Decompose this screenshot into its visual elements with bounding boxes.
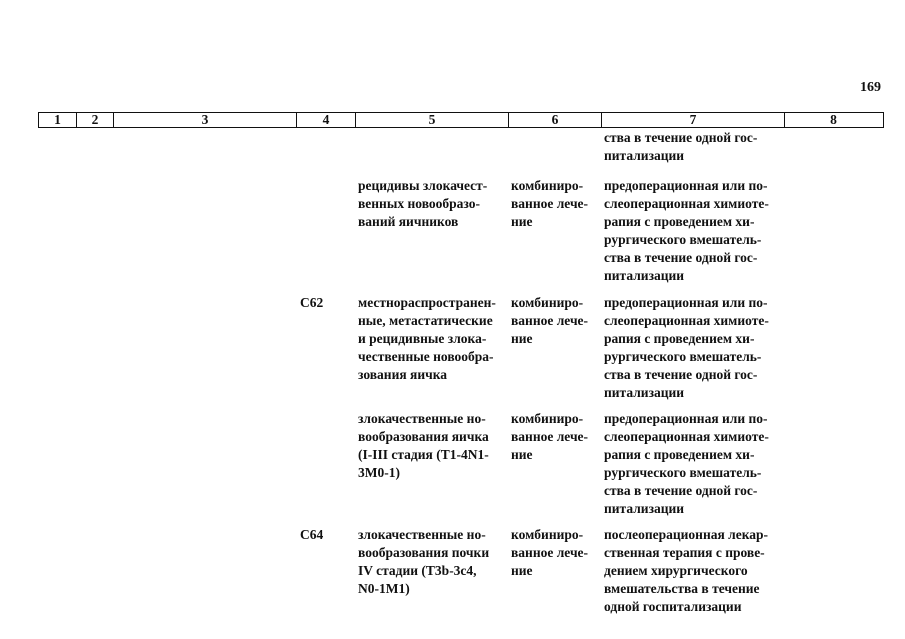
text-line: ванное лече- bbox=[511, 545, 589, 560]
text-line: ванное лече- bbox=[511, 429, 589, 444]
text-line: ства в течение одной гос- bbox=[604, 367, 758, 382]
text-line: чественные новообра- bbox=[358, 349, 494, 364]
header-col-2: 2 bbox=[91, 112, 99, 127]
text-line: (I-III стадия (T1-4N1- bbox=[358, 447, 489, 462]
text-line: ние bbox=[511, 214, 533, 229]
text-line: питализации bbox=[604, 148, 685, 163]
text-line: вообразования почки bbox=[358, 545, 490, 560]
header-col-1: 1 bbox=[54, 112, 61, 127]
text-line: N0-1M1) bbox=[358, 581, 410, 596]
text-line: рургического вмешатель- bbox=[604, 349, 762, 364]
text-line: одной госпитализации bbox=[604, 599, 742, 614]
treatment-type-cell bbox=[511, 410, 599, 464]
text-line: слеоперационная химиоте- bbox=[604, 429, 769, 444]
treatment-type-cell bbox=[511, 294, 599, 348]
text-line: местнораспространен- bbox=[358, 295, 496, 310]
text-line: вообразования яичка bbox=[358, 429, 489, 444]
treatment-method-cell bbox=[604, 177, 782, 285]
header-col-8: 8 bbox=[830, 112, 837, 127]
text-line: 3M0-1) bbox=[358, 465, 400, 480]
diagnosis-cell bbox=[358, 410, 505, 482]
text-line: ваний яичников bbox=[358, 214, 459, 229]
table-header-row bbox=[38, 112, 884, 128]
text-line: рецидивы злокачест- bbox=[358, 178, 488, 193]
text-line: питализации bbox=[604, 385, 685, 400]
page-number: 169 bbox=[860, 80, 881, 95]
treatment-type-cell bbox=[511, 177, 599, 231]
text-line: слеоперационная химиоте- bbox=[604, 196, 769, 211]
continuation-text bbox=[604, 129, 782, 165]
text-line: послеоперационная лекар- bbox=[604, 527, 769, 542]
treatment-method-cell bbox=[604, 410, 782, 518]
text-line: комбиниро- bbox=[511, 295, 584, 310]
text-line: дением хирургического bbox=[604, 563, 748, 578]
text-line: ства в течение одной гос- bbox=[604, 130, 758, 145]
text-line: комбиниро- bbox=[511, 178, 584, 193]
text-line: рургического вмешатель- bbox=[604, 232, 762, 247]
text-line: ние bbox=[511, 563, 533, 578]
treatment-method-cell bbox=[604, 526, 782, 616]
text-line: злокачественные но- bbox=[358, 527, 486, 542]
text-line: зования яичка bbox=[358, 367, 448, 382]
header-col-5: 5 bbox=[428, 112, 436, 127]
text-line: IV стадии (T3b-3c4, bbox=[358, 563, 477, 578]
text-line: ние bbox=[511, 447, 533, 462]
text-line: ванное лече- bbox=[511, 196, 589, 211]
diagnosis-cell bbox=[358, 177, 505, 231]
text-line: рапия с проведением хи- bbox=[604, 214, 755, 229]
text-line: ванное лече- bbox=[511, 313, 589, 328]
text-line: ные, метастатические bbox=[358, 313, 493, 328]
diagnosis-cell bbox=[358, 294, 505, 384]
text-line: слеоперационная химиоте- bbox=[604, 313, 769, 328]
text-line: и рецидивные злока- bbox=[358, 331, 487, 346]
text-line: комбиниро- bbox=[511, 411, 584, 426]
text-line: ние bbox=[511, 331, 533, 346]
icd-code-cell: С62 bbox=[300, 295, 324, 310]
header-col-7: 7 bbox=[689, 112, 697, 127]
text-line: рапия с проведением хи- bbox=[604, 331, 755, 346]
treatment-method-cell bbox=[604, 294, 782, 402]
text-line: предоперационная или по- bbox=[604, 295, 768, 310]
text-line: ства в течение одной гос- bbox=[604, 250, 758, 265]
diagnosis-cell bbox=[358, 526, 505, 598]
treatment-type-cell bbox=[511, 526, 599, 580]
text-line: предоперационная или по- bbox=[604, 411, 768, 426]
text-line: питализации bbox=[604, 501, 685, 516]
text-line: комбиниро- bbox=[511, 527, 584, 542]
text-line: вмешательства в течение bbox=[604, 581, 760, 596]
icd-code-cell: С64 bbox=[300, 527, 324, 542]
text-line: питализации bbox=[604, 268, 685, 283]
text-line: злокачественные но- bbox=[358, 411, 486, 426]
text-line: рургического вмешатель- bbox=[604, 465, 762, 480]
text-line: предоперационная или по- bbox=[604, 178, 768, 193]
text-line: венных новообразо- bbox=[358, 196, 480, 211]
header-col-6: 6 bbox=[551, 112, 559, 127]
header-col-3: 3 bbox=[201, 112, 209, 127]
text-line: ства в течение одной гос- bbox=[604, 483, 758, 498]
text-line: рапия с проведением хи- bbox=[604, 447, 755, 462]
header-col-4: 4 bbox=[322, 112, 330, 127]
text-line: ственная терапия с прове- bbox=[604, 545, 765, 560]
